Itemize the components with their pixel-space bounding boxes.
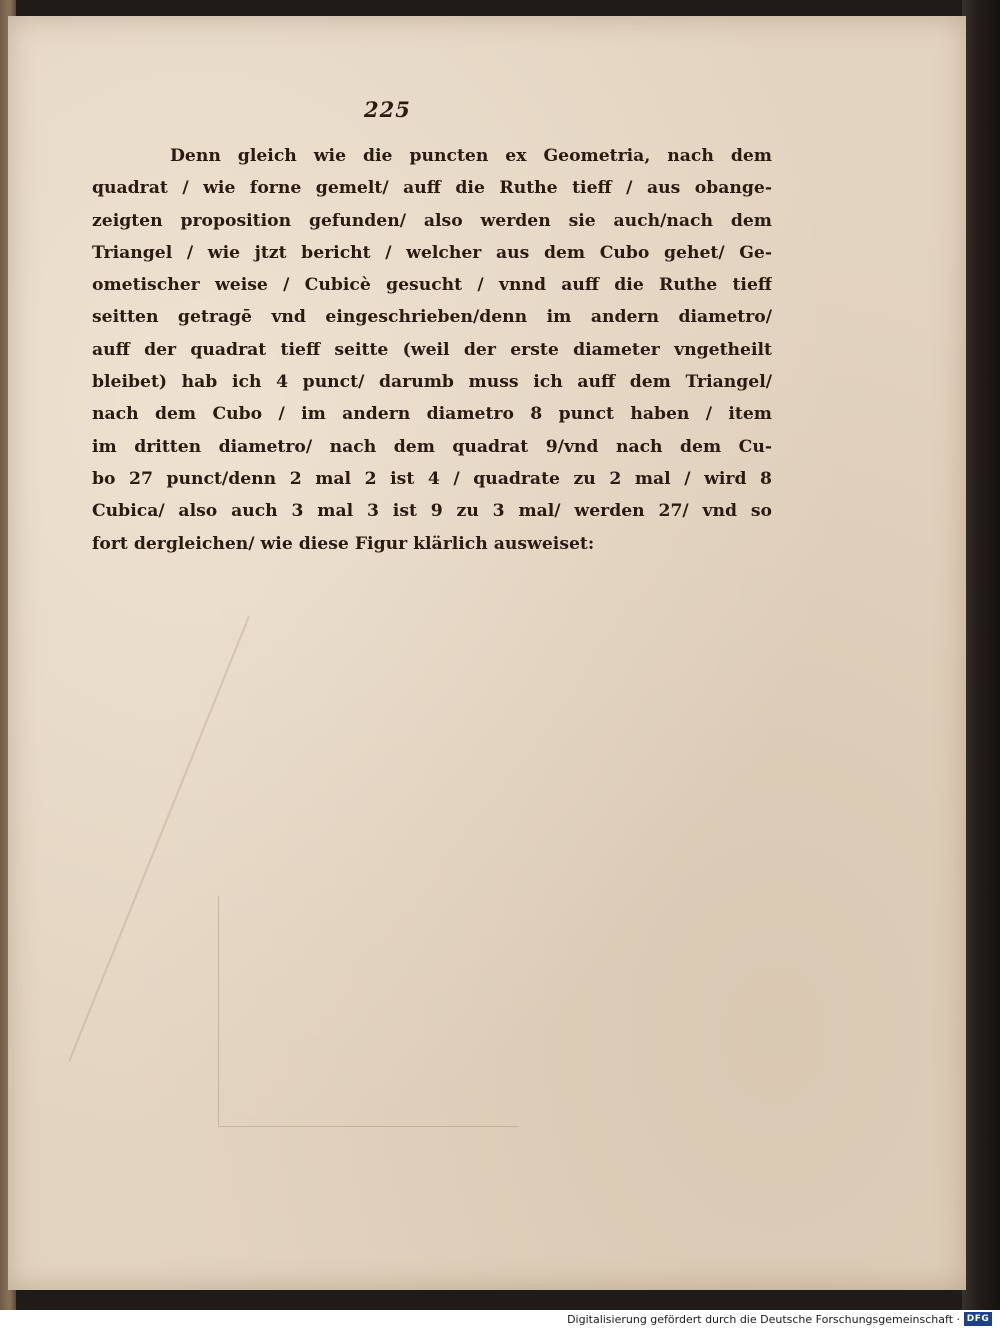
text-line: Cubica/ also auch 3 mal 3 ist 9 zu 3 mal/ werden 27/ vnd so — [92, 501, 772, 522]
text-line: Denn gleich wie die puncten ex Geometria, nach dem — [170, 146, 772, 166]
text-line: fort dergleichen/ wie diese Figur klärlich ausweiset: — [92, 533, 595, 554]
text-line: ometischer weise / Cubicè gesucht / vnnd auff die Ruthe tieff — [92, 275, 772, 296]
page-number: 225 — [364, 97, 411, 122]
text-line: nach dem Cubo / im andern diametro 8 punct haben / item — [92, 404, 772, 425]
bleed-through-figure — [218, 896, 519, 1127]
text-line: auff der quadrat tieff seitte (weil der erste diameter vngetheilt — [92, 339, 772, 360]
dfg-logo-icon: DFG — [964, 1312, 992, 1326]
text-line: im dritten diametro/ nach dem quadrat 9/vnd nach dem Cu- — [92, 436, 772, 457]
body-text — [92, 140, 772, 560]
footer-credit: Digitalisierung gefördert durch die Deutsche Forschungsgemeinschaft · — [567, 1313, 960, 1326]
footer-bar — [0, 1310, 1000, 1330]
text-line: Triangel / wie jtzt bericht / welcher aus dem Cubo gehet/ Ge- — [92, 242, 772, 263]
text-line: zeigten proposition gefunden/ also werden sie auch/nach dem — [92, 210, 772, 231]
text-line: seitten getragē vnd eingeschrieben/denn im andern diametro/ — [92, 307, 772, 328]
book-spine-shadow — [962, 0, 1000, 1310]
text-line: quadrat / wie forne gemelt/ auff die Ruthe tieff / aus obange- — [92, 178, 772, 199]
text-line: bo 27 punct/denn 2 mal 2 ist 4 / quadrate zu 2 mal / wird 8 — [92, 468, 772, 489]
text-line: bleibet) hab ich 4 punct/ darumb muss ich auff dem Triangel/ — [92, 372, 772, 393]
